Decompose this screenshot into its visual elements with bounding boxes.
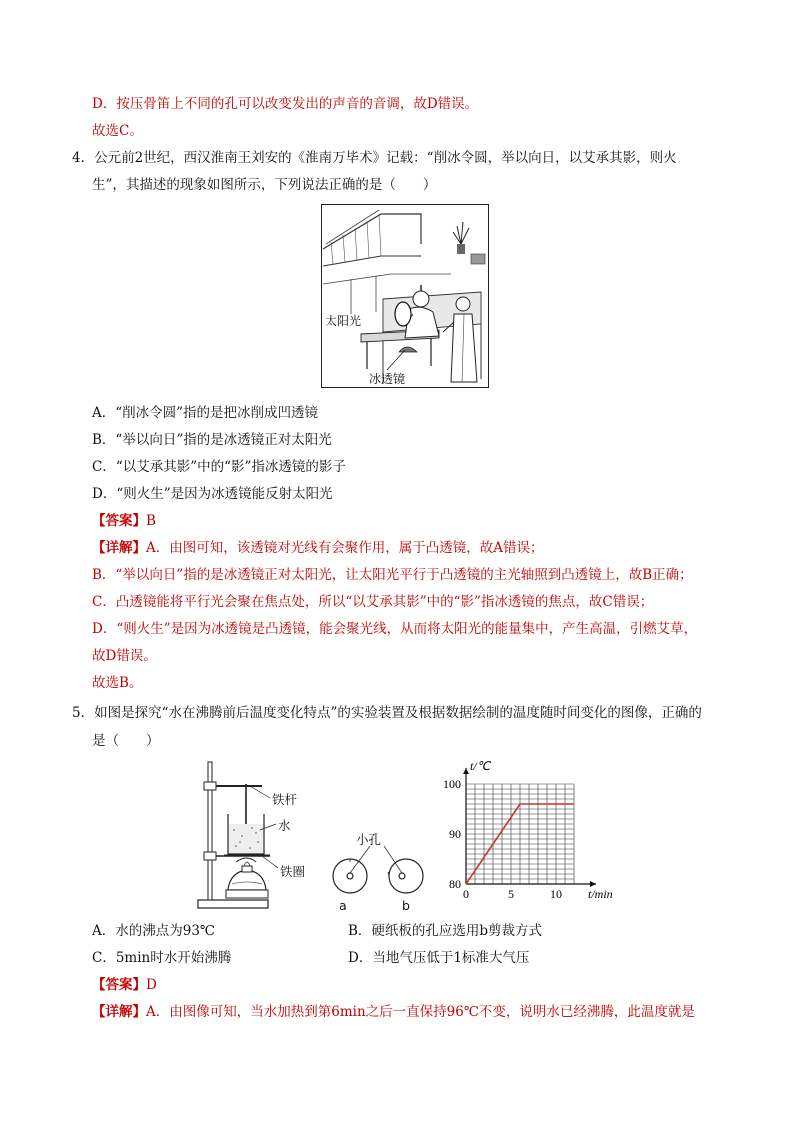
apparatus-drawing [190,758,315,914]
answer-value: D [146,977,157,993]
detail-tag: 【详解】 [92,540,146,556]
detail-tag: 【详解】 [92,1004,146,1020]
x-axis-label: t/min [588,887,613,901]
y-tick-label: 80 [449,877,461,891]
y-tick-label: 90 [449,827,461,841]
q4-detail-line1: 【详解】A．由图可知，该透镜对光线有会聚作用，属于凸透镜，故A错误； [92,540,544,556]
prev-option-d: D．按压骨笛上不同的孔可以改变发出的声音的音调，故D错误。 [92,96,479,112]
label-sunlight: 太阳光 [325,314,362,328]
q4-option-d: D．“则火生”是因为冰透镜能反射太阳光 [92,486,333,502]
temperature-chart [438,756,618,916]
q5-option-a: A．水的沸点为93℃ [92,923,216,939]
q5-stem-line2: 是（ ） [92,733,160,749]
q4-option-b: B．“举以向日”指的是冰透镜正对太阳光 [92,432,332,448]
x-tick-label: 5 [508,887,514,901]
answer-tag: 【答案】 [92,513,146,529]
q4-option-a: A．“削冰令圆”指的是把冰削成凹透镜 [92,405,319,421]
q4-detail-line4: D．“则火生”是因为冰透镜是凸透镜，能会聚光线，从而将太阳光的能量集中，产生高温，引燃艾草， [92,621,698,637]
q5-answer [92,975,157,995]
label-ice-lens: 冰透镜 [369,372,406,386]
q5-detail-line1: 【详解】A．由图像可知，当水加热到第6min之后一直保持96℃不变，说明水已经沸腾，此温度就是 [92,1004,695,1020]
q4-stem-line1: 4．公元前2世纪，西汉淮南王刘安的《淮南万毕术》记载：“削冰令圆，举以向日，以艾承其影，则火 [72,150,677,166]
label-iron-rod: 铁杆 [272,792,298,807]
label-water: 水 [278,818,291,833]
q4-option-c: C．“以艾承其影”中的“影”指冰透镜的影子 [92,459,346,475]
prev-choose: 故选C。 [92,123,143,139]
q4-detail-line5: 故D错误。 [92,648,157,664]
q5-option-c: C．5min时水开始沸腾 [92,950,232,966]
q4-answer [92,511,156,531]
cardboard-figure [326,826,432,914]
q4-detail-line3: C．凸透镜能将平行光会聚在焦点处，所以“以艾承其影”中的“影”指冰透镜的焦点，故C错误； [92,594,654,610]
answer-value: B [146,513,156,529]
label-b: b [402,898,410,913]
q4-detail-line2: B．“举以向日”指的是冰透镜正对太阳光，让太阳光平行于凸透镜的主光轴照到凸透镜上，故B正确； [92,567,693,583]
label-a: a [339,898,347,913]
ice-lens-illustration [321,204,489,388]
y-axis-label: t/℃ [470,759,491,773]
y-axis-arrow [463,768,469,774]
boiling-apparatus [190,758,315,914]
q4-choose: 故选B。 [92,675,143,691]
label-hole: 小孔 [356,832,382,847]
q5-option-b: B．硬纸板的孔应选用b剪裁方式 [348,923,543,939]
q5-stem-line1: 5．如图是探究“水在沸腾前后温度变化特点”的实验装置及根据数据绘制的温度随时间变化的图像，正确的 [72,705,702,721]
y-tick-label: 100 [443,777,461,791]
temperature-chart-svg [438,756,618,916]
x-tick-label: 0 [463,887,469,901]
q4-figure [321,204,489,388]
label-iron-ring: 铁圈 [280,864,306,879]
q5-option-d: D．当地气压低于1标准大气压 [348,950,530,966]
x-tick-label: 10 [550,887,562,901]
answer-tag: 【答案】 [92,977,146,993]
q4-stem-line2: 生”，其描述的现象如图所示，下列说法正确的是（ ） [92,177,437,193]
